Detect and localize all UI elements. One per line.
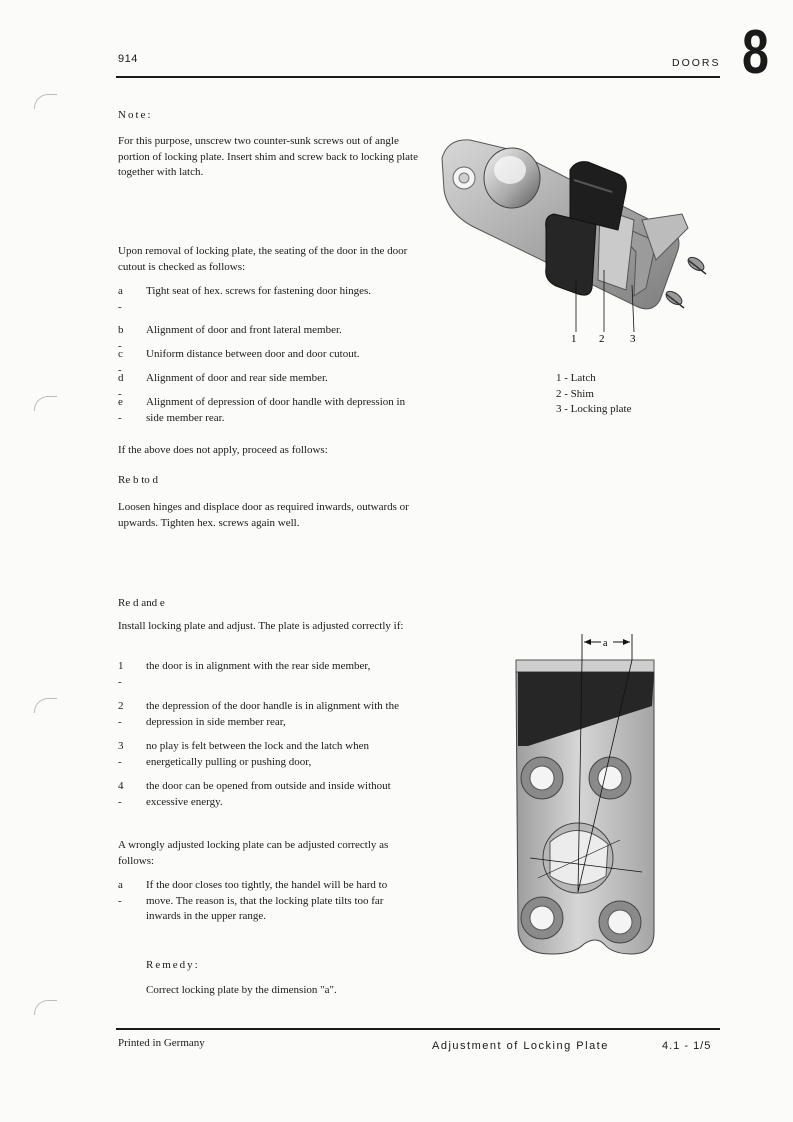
item-text: Alignment of door and front lateral member. <box>146 324 342 336</box>
re-b-d-text: Loosen hinges and displace door as required inwards, outwards or upwards. Tighten hex. screws again well. <box>118 501 409 529</box>
item-marker: c - <box>118 348 123 376</box>
callout-1: 1 <box>571 333 577 345</box>
item-text: If the door closes too tightly, the handel will be hard to move. The reason is, that the locking plate tilts too far inwards in the upper range. <box>146 879 388 922</box>
binder-hole <box>34 1000 57 1015</box>
locking-plate-diagram <box>508 632 668 962</box>
wrong-intro: A wrongly adjusted locking plate can be adjusted correctly as follows: <box>118 839 389 867</box>
item-text: the door can be opened from outside and inside without excessive energy. <box>146 780 391 808</box>
callout-2: 2 <box>599 333 605 345</box>
footer-page: 4.1 - 1/5 <box>662 1040 712 1052</box>
re-b-d-label: Re b to d <box>118 474 159 486</box>
legend-item: 1 - Latch <box>556 372 596 384</box>
item-marker: a - <box>118 285 123 313</box>
install-text: Install locking plate and adjust. The plate is adjusted correctly if: <box>118 620 404 632</box>
binder-hole <box>34 698 57 713</box>
item-marker: b - <box>118 324 124 352</box>
item-text: the door is in alignment with the rear side member, <box>146 660 371 672</box>
figure-legend <box>556 371 631 418</box>
legend-item: 3 - Locking plate <box>556 403 632 415</box>
callout-3: 3 <box>630 333 636 345</box>
header-rule <box>116 76 720 78</box>
re-d-e-label: Re d and e <box>118 597 165 609</box>
check-intro: Upon removal of locking plate, the seating of the door in the door cutout is checked as follows: <box>118 245 408 273</box>
item-marker: 2 - <box>118 700 124 728</box>
note-text: For this purpose, unscrew two counter-sunk screws out of angle portion of locking plate. Insert shim and screw back to locking plate together with latch. <box>118 135 418 178</box>
item-marker: 3 - <box>118 740 124 768</box>
item-marker: 1 - <box>118 660 124 688</box>
item-marker: d - <box>118 372 124 400</box>
item-marker: 4 - <box>118 780 124 808</box>
remedy-label: Remedy: <box>146 959 200 971</box>
chapter-number: 8 <box>742 18 769 87</box>
dimension-label: a <box>603 638 608 649</box>
item-text: the depression of the door handle is in alignment with the depression in side member rear, <box>146 700 399 728</box>
locking-plate-photo <box>420 120 720 350</box>
item-text: Alignment of depression of door handle with depression in side member rear. <box>146 396 406 424</box>
item-text: Uniform distance between door and door cutout. <box>146 348 360 360</box>
remedy-text: Correct locking plate by the dimension "a". <box>146 984 337 996</box>
section-title: DOORS <box>672 57 721 69</box>
item-text: Tight seat of hex. screws for fastening door hinges. <box>146 285 372 297</box>
screw <box>686 255 706 274</box>
item-text: Alignment of door and rear side member. <box>146 372 328 384</box>
doc-number: 914 <box>118 53 138 65</box>
footer-rule <box>116 1028 720 1030</box>
footer-title: Adjustment of Locking Plate <box>432 1040 609 1052</box>
binder-hole <box>34 396 57 411</box>
screw <box>664 289 684 308</box>
item-marker: e - <box>118 396 123 424</box>
item-marker: a - <box>118 879 123 907</box>
legend-item: 2 - Shim <box>556 387 594 400</box>
note-label: Note: <box>118 109 153 121</box>
if-not-text: If the above does not apply, proceed as follows: <box>118 444 328 456</box>
item-text: no play is felt between the lock and the latch when energetically pulling or pushing door, <box>146 740 369 768</box>
binder-hole <box>34 94 57 109</box>
footer-printed: Printed in Germany <box>118 1037 205 1049</box>
